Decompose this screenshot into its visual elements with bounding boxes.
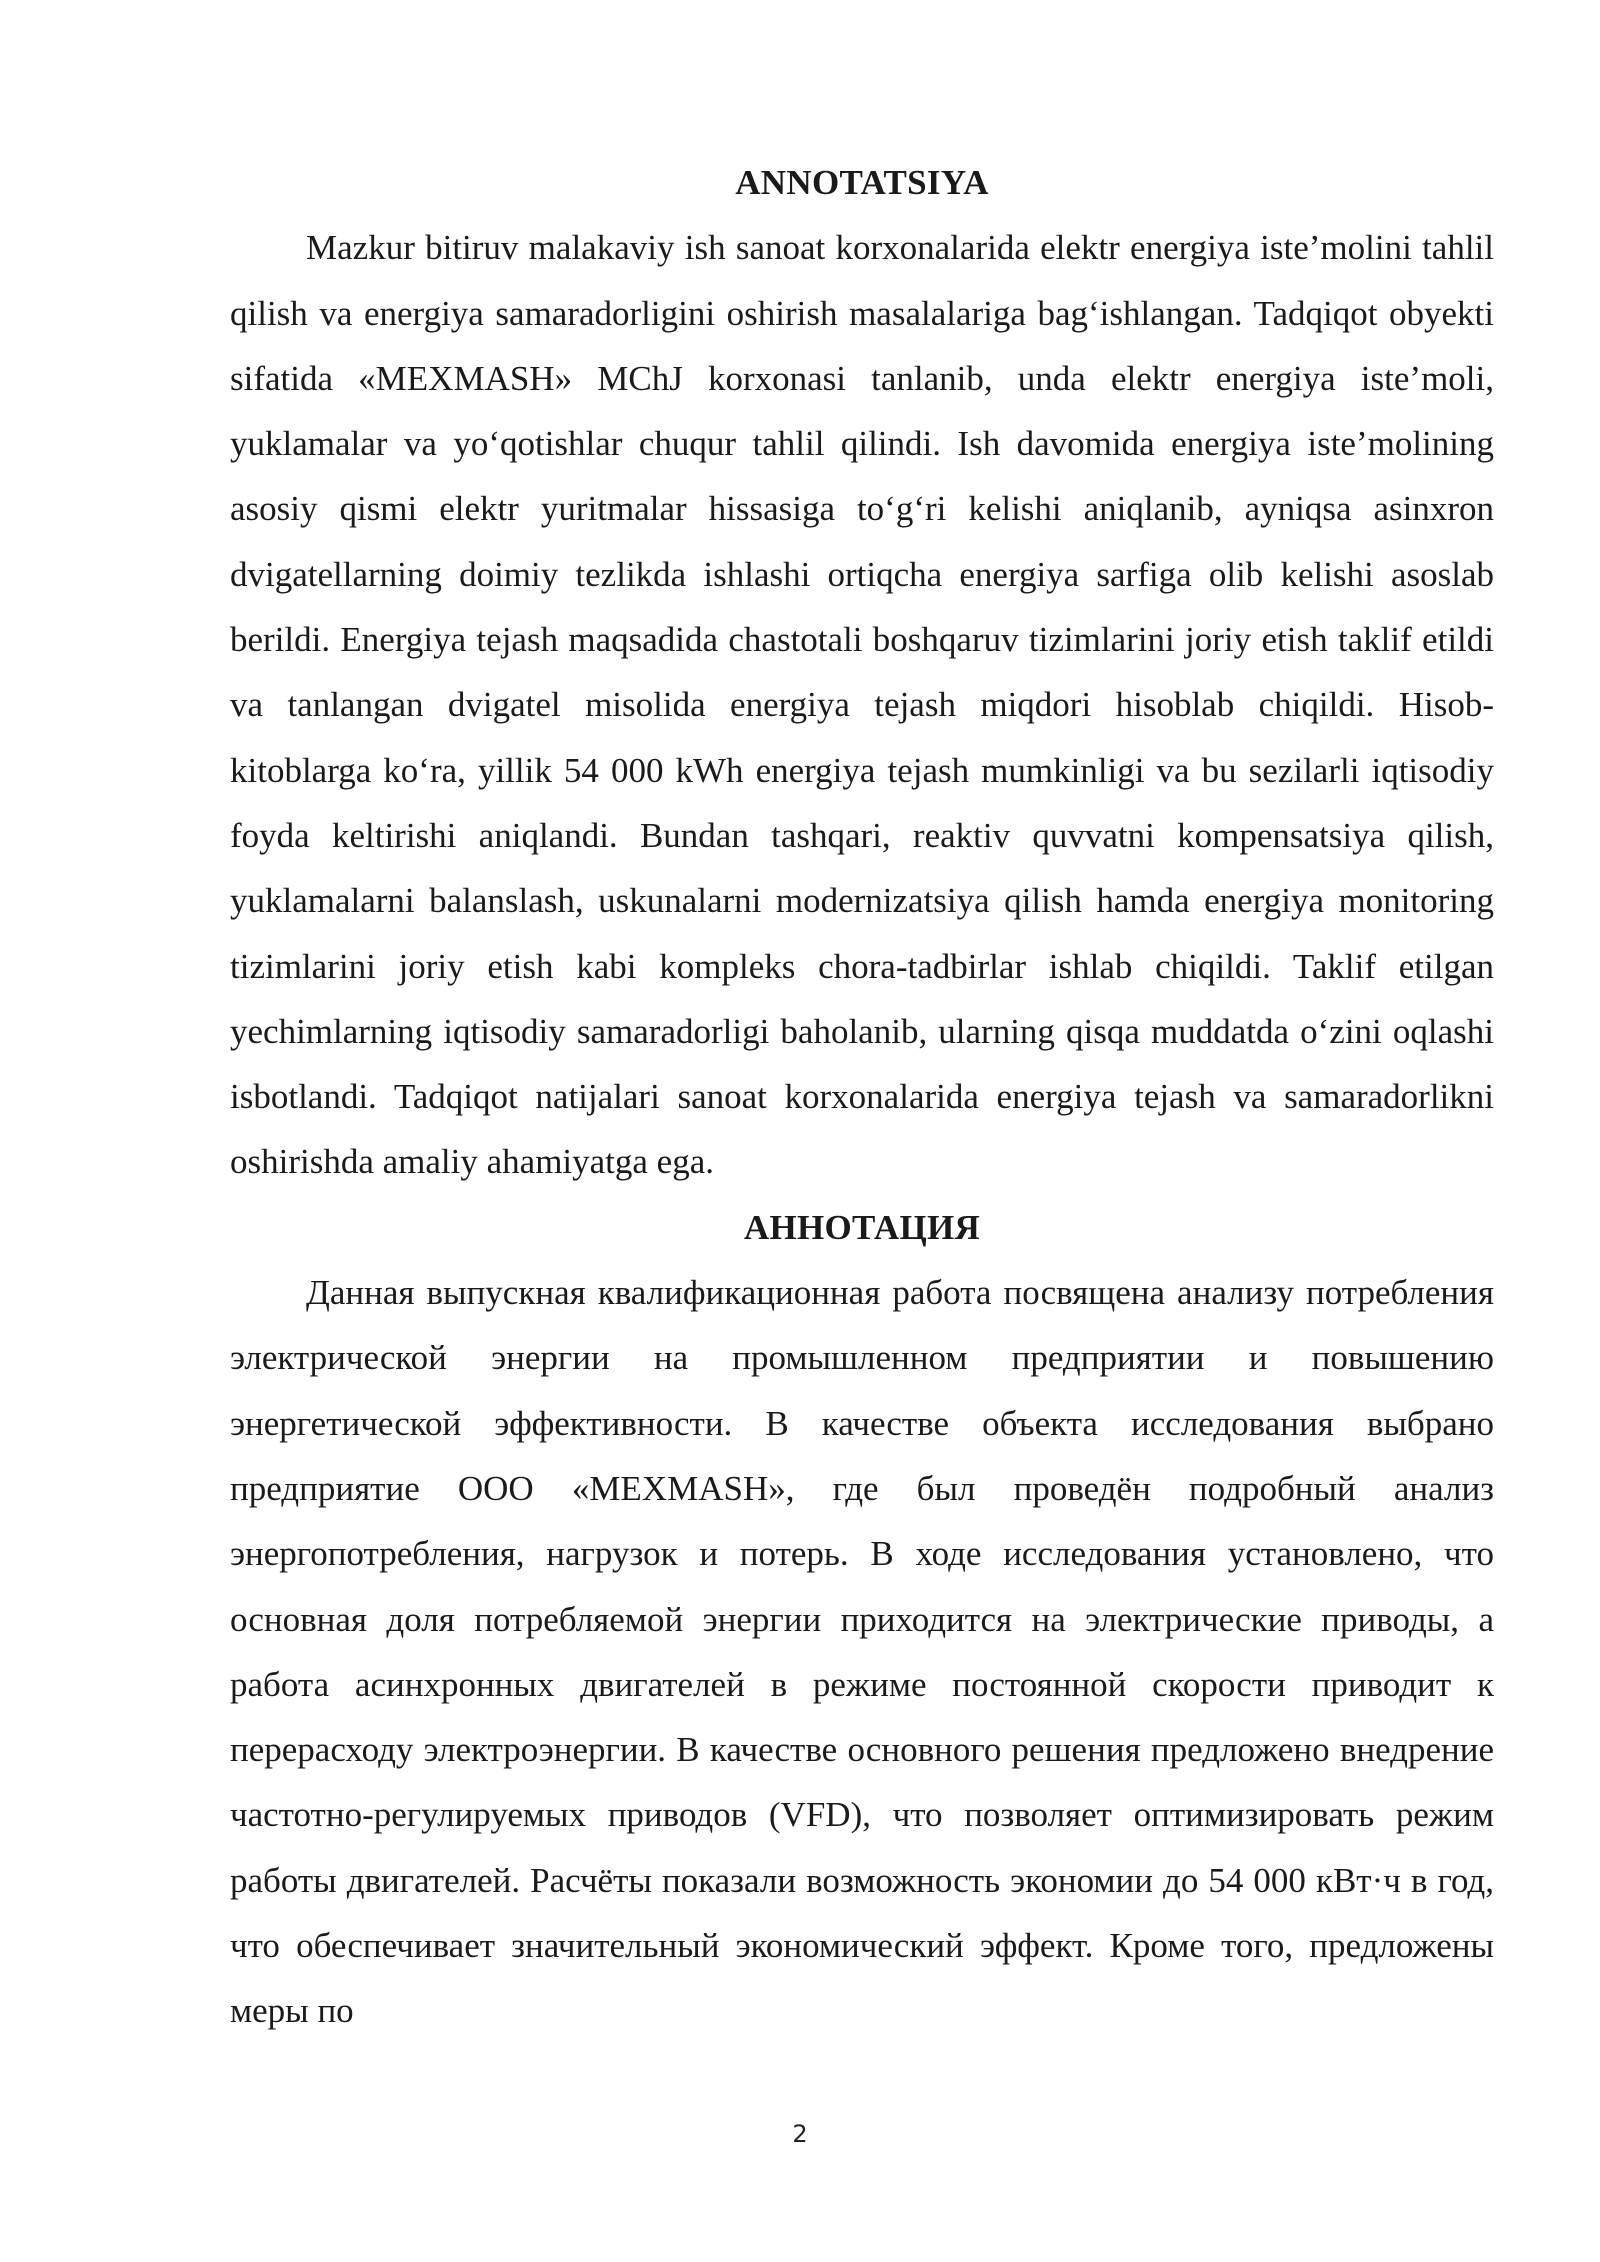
text-column bbox=[230, 150, 1494, 2044]
annotation-heading-uzbek: ANNOTATSIYA bbox=[735, 163, 989, 202]
annotation-heading-russian: АННОТАЦИЯ bbox=[743, 1207, 981, 1247]
annotation-paragraph-russian: Данная выпускная квалификационная работа посвящена анализу потребления электрической энергии на промышленном предприятии и повышению энергетической эффективности. В качестве объекта исследования выбрано предприятие ООО «MEXMASH», где был проведён подробный анализ энергопотребления, нагрузок и потерь. В ходе исследования установлено, что основная доля потребляемой энергии приходится на электрические приводы, а работа асинхронных двигателей в режиме постоянной скорости приводит к перерасходу электроэнергии. В качестве основного решения предложено внедрение частотно-регулируемых приводов (VFD), что позволяет оптимизировать режим работы двигателей. Расчёты показали возможность экономии до 54 000 кВт·ч в год, что обеспечивает значительный экономический эффект. Кроме того, предложены меры по bbox=[230, 1273, 1494, 2031]
annotation-paragraph-uzbek: Mazkur bitiruv malakaviy ish sanoat korxonalarida elektr energiya iste’molini tahlil qilish va energiya samaradorligini oshirish masalalariga bag‘ishlangan. Tadqiqot obyekti sifatida «MEXMASH» MChJ korxonasi tanlanib, unda elektr energiya iste’moli, yuklamalar va yo‘qotishlar chuqur tahlil qilindi. Ish davomida energiya iste’molining asosiy qismi elektr yuritmalar hissasiga to‘g‘ri kelishi aniqlanib, ayniqsa asinxron dvigatellarning doimiy tezlikda ishlashi ortiqcha energiya sarfiga olib kelishi asoslab berildi. Energiya tejash maqsadida chastotali boshqaruv tizimlarini joriy etish taklif etildi va tanlangan dvigatel misolida energiya tejash miqdori hisoblab chiqildi. Hisob-kitoblarga ko‘ra, yillik 54 000 kWh energiya tejash mumkinligi va bu sezilarli iqtisodiy foyda keltirishi aniqlandi. Bundan tashqari, reaktiv quvvatni kompensatsiya qilish, yuklamalarni balanslash, uskunalarni modernizatsiya qilish hamda energiya monitoring tizimlarini joriy etish kabi kompleks chora-tadbirlar ishlab chiqildi. Taklif etilgan yechimlarning iqtisodiy samaradorligi baholanib, ularning qisqa muddatda o‘zini oqlashi isbotlandi. Tadqiqot natijalari sanoat korxonalarida energiya tejash va samaradorlikni oshirishda amaliy ahamiyatga ega. bbox=[230, 228, 1494, 1182]
page-number: 2 bbox=[792, 2120, 808, 2148]
